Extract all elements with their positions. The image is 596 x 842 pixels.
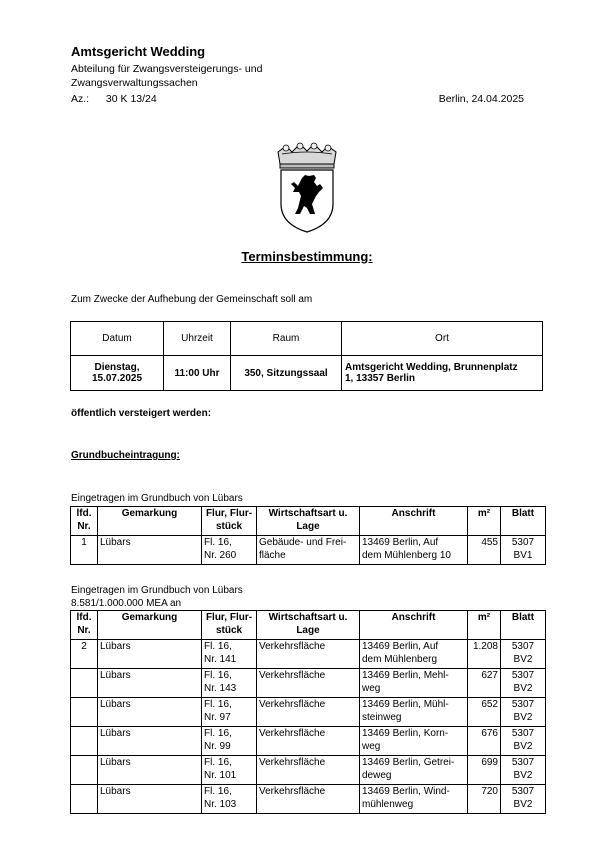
- table-row: [71, 640, 546, 669]
- case-reference: [71, 93, 157, 105]
- table-row: [71, 727, 546, 756]
- column-header: Datum: [71, 322, 164, 356]
- table-header-row: [71, 611, 546, 640]
- cell-flur: Fl. 16, Nr. 260: [202, 536, 257, 565]
- cell-anschrift: 13469 Berlin, Auf dem Mühlenberg: [360, 640, 468, 669]
- cell-flur: Fl. 16, Nr. 97: [202, 698, 257, 727]
- cell-blatt: 5307 BV2: [501, 727, 546, 756]
- berlin-crest-icon: [274, 142, 340, 234]
- column-header: Raum: [231, 322, 342, 356]
- column-header: m²: [468, 611, 501, 640]
- department-line: Abteilung für Zwangsversteigerungs- und: [71, 63, 263, 75]
- table-row: [71, 536, 546, 565]
- table-header-row: [71, 322, 543, 356]
- department-name: [71, 62, 301, 90]
- case-reference-value: 30 K 13/24: [105, 93, 157, 105]
- table-row: [71, 756, 546, 785]
- cell-lfd: [71, 727, 98, 756]
- cell-wirtschaftsart: Verkehrsfläche: [257, 640, 360, 669]
- cell-flur: Fl. 16, Nr. 99: [202, 727, 257, 756]
- cell-wirtschaftsart: Gebäude- und Frei- fläche: [257, 536, 360, 565]
- cell-m2: 455: [468, 536, 501, 565]
- register-share-line: 8.581/1.000.000 MEA an: [71, 598, 182, 609]
- table-row: [71, 698, 546, 727]
- cell-lfd: [71, 669, 98, 698]
- cell-gemarkung: Lübars: [98, 785, 202, 814]
- land-register-table: [70, 506, 546, 565]
- column-header: Flur, Flur- stück: [202, 507, 257, 536]
- column-header: Blatt: [501, 507, 546, 536]
- appointment-room: 350, Sitzungssaal: [231, 356, 342, 391]
- column-header: Blatt: [501, 611, 546, 640]
- cell-wirtschaftsart: Verkehrsfläche: [257, 785, 360, 814]
- case-reference-label: Az.:: [71, 93, 90, 105]
- column-header: Gemarkung: [98, 507, 202, 536]
- appointment-time: 11:00 Uhr: [164, 356, 231, 391]
- column-header: Uhrzeit: [164, 322, 231, 356]
- column-header: lfd. Nr.: [71, 611, 98, 640]
- register-caption: [71, 584, 243, 610]
- cell-blatt: 5307 BV2: [501, 640, 546, 669]
- column-header: Wirtschaftsart u. Lage: [257, 611, 360, 640]
- column-header: Wirtschaftsart u. Lage: [257, 507, 360, 536]
- cell-gemarkung: Lübars: [98, 669, 202, 698]
- cell-anschrift: 13469 Berlin, Mühl- steinweg: [360, 698, 468, 727]
- cell-anschrift: 13469 Berlin, Wind- mühlenweg: [360, 785, 468, 814]
- cell-flur: Fl. 16, Nr. 103: [202, 785, 257, 814]
- land-register-table: [70, 610, 546, 814]
- column-header: Anschrift: [360, 611, 468, 640]
- cell-anschrift: 13469 Berlin, Mehl- weg: [360, 669, 468, 698]
- column-header: m²: [468, 507, 501, 536]
- cell-m2: 676: [468, 727, 501, 756]
- register-caption-line: Eingetragen im Grundbuch von Lübars: [71, 585, 243, 596]
- cell-gemarkung: Lübars: [98, 698, 202, 727]
- cell-m2: 699: [468, 756, 501, 785]
- cell-m2: 1.208: [468, 640, 501, 669]
- cell-lfd: 1: [71, 536, 98, 565]
- cell-flur: Fl. 16, Nr. 143: [202, 669, 257, 698]
- appointment-location: Amtsgericht Wedding, Brunnenplatz 1, 13357 Berlin: [342, 356, 543, 391]
- cell-m2: 720: [468, 785, 501, 814]
- cell-lfd: [71, 756, 98, 785]
- intro-text: Zum Zwecke der Aufhebung der Gemeinschaft soll am: [71, 294, 313, 305]
- department-line: Zwangsverwaltungssachen: [71, 77, 198, 89]
- appointment-date: Dienstag, 15.07.2025: [71, 356, 164, 391]
- cell-wirtschaftsart: Verkehrsfläche: [257, 669, 360, 698]
- cell-blatt: 5307 BV1: [501, 536, 546, 565]
- cell-anschrift: 13469 Berlin, Getrei- deweg: [360, 756, 468, 785]
- cell-gemarkung: Lübars: [98, 727, 202, 756]
- column-header: lfd. Nr.: [71, 507, 98, 536]
- cell-blatt: 5307 BV2: [501, 785, 546, 814]
- page-title: Terminsbestimmung:: [241, 249, 373, 264]
- place-date: Berlin, 24.04.2025: [438, 93, 524, 105]
- column-header: Gemarkung: [98, 611, 202, 640]
- cell-gemarkung: Lübars: [98, 640, 202, 669]
- column-header: Ort: [342, 322, 543, 356]
- land-register-heading: Grundbucheintragung:: [71, 450, 180, 461]
- cell-m2: 652: [468, 698, 501, 727]
- court-name: Amtsgericht Wedding: [71, 44, 206, 59]
- column-header: Anschrift: [360, 507, 468, 536]
- table-row: [71, 356, 543, 391]
- column-header: Flur, Flur- stück: [202, 611, 257, 640]
- cell-anschrift: 13469 Berlin, Auf dem Mühlenberg 10: [360, 536, 468, 565]
- cell-lfd: 2: [71, 640, 98, 669]
- cell-blatt: 5307 BV2: [501, 669, 546, 698]
- register-caption: Eingetragen im Grundbuch von Lübars: [71, 493, 243, 504]
- cell-gemarkung: Lübars: [98, 536, 202, 565]
- cell-wirtschaftsart: Verkehrsfläche: [257, 727, 360, 756]
- auction-text: öffentlich versteigert werden:: [71, 408, 212, 419]
- cell-gemarkung: Lübars: [98, 756, 202, 785]
- table-row: [71, 669, 546, 698]
- cell-wirtschaftsart: Verkehrsfläche: [257, 698, 360, 727]
- cell-lfd: [71, 698, 98, 727]
- appointment-table: [70, 321, 543, 391]
- cell-lfd: [71, 785, 98, 814]
- cell-anschrift: 13469 Berlin, Korn- weg: [360, 727, 468, 756]
- cell-blatt: 5307 BV2: [501, 756, 546, 785]
- cell-flur: Fl. 16, Nr. 101: [202, 756, 257, 785]
- cell-blatt: 5307 BV2: [501, 698, 546, 727]
- cell-wirtschaftsart: Verkehrsfläche: [257, 756, 360, 785]
- table-header-row: [71, 507, 546, 536]
- table-row: [71, 785, 546, 814]
- cell-m2: 627: [468, 669, 501, 698]
- cell-flur: Fl. 16, Nr. 141: [202, 640, 257, 669]
